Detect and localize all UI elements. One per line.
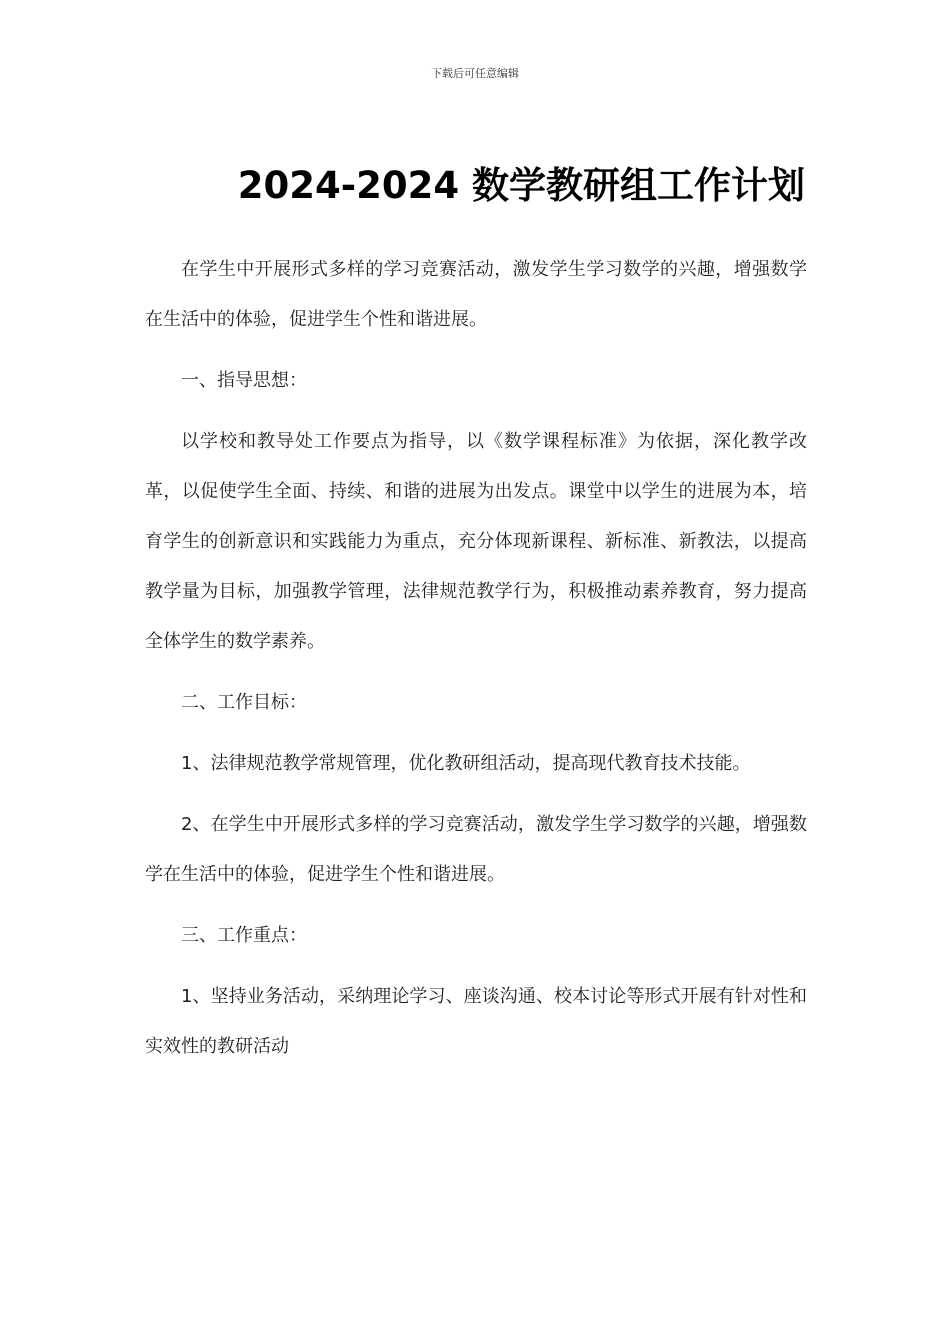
- header-note: 下载后可任意编辑: [431, 67, 519, 80]
- intro-paragraph: 在学生中开展形式多样的学习竞赛活动，激发学生学习数学的兴趣，增强数学在生活中的体验，促进学生个性和谐进展。: [145, 259, 807, 330]
- document-title: 2024-2024 数学教研组工作计划: [237, 164, 805, 207]
- work-goal-item-2: 2、在学生中开展形式多样的学习竞赛活动，激发学生学习数学的兴趣，增强数学在生活中的体验，促进学生个性和谐进展。: [145, 814, 807, 885]
- section-heading-guiding-thought: 一、指导思想：: [181, 370, 307, 391]
- document-body: [145, 245, 807, 1083]
- guiding-thought-paragraph: 以学校和教导处工作要点为指导，以《数学课程标准》为依据，深化教学改革，以促使学生全面、持续、和谐的进展为出发点。课堂中以学生的进展为本，培育学生的创新意识和实践能力为重点，充分体现新课程、新标准、新教法，以提高教学量为目标，加强教学管理，法律规范教学行为，积极推动素养教育，努力提高全体学生的数学素养。: [145, 431, 807, 652]
- work-goal-item-1: 1、法律规范教学常规管理，优化教研组活动，提高现代教育技术技能。: [181, 753, 751, 774]
- section-heading-work-goals: 二、工作目标：: [181, 692, 307, 713]
- work-focus-item-1: 1、坚持业务活动，采纳理论学习、座谈沟通、校本讨论等形式开展有针对性和实效性的教研活动: [145, 986, 807, 1057]
- section-heading-work-focus: 三、工作重点：: [181, 925, 307, 946]
